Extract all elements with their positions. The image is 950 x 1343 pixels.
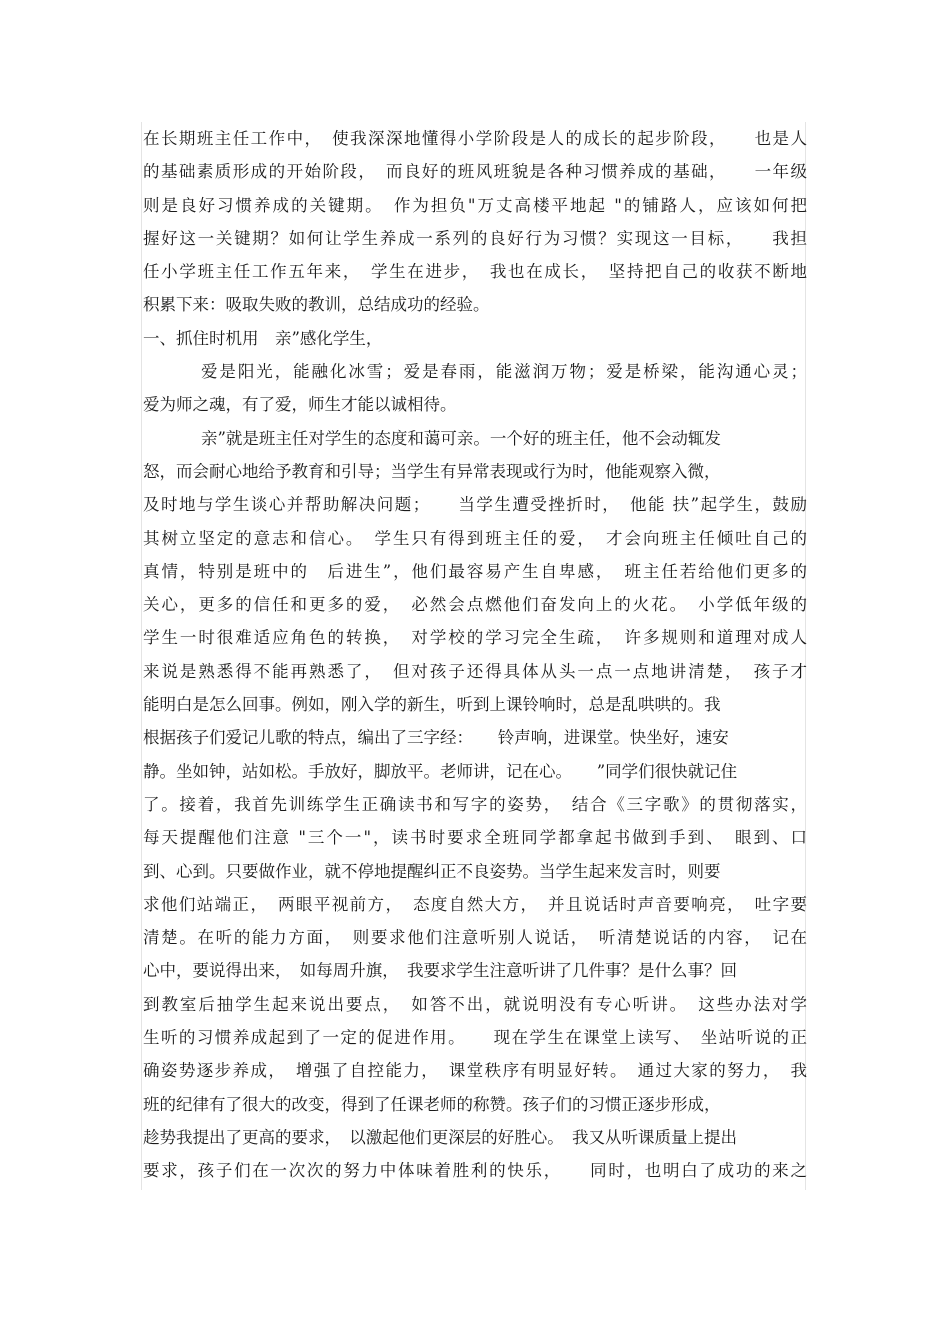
paragraph-line: 积累下来：吸取失败的教训，总结成功的经验。 [143, 295, 490, 315]
paragraph-line: 亲”就是班主任对学生的态度和蔼可亲。一个好的班主任，他不会动辄发 [201, 428, 721, 448]
paragraph-line: 到、心到。只要做作业，就不停地提醒纠正不良姿势。当学生起来发言时，则要 [143, 861, 721, 881]
paragraph-line: 心中，要说得出来， 如每周升旗， 我要求学生注意听讲了几件事？是什么事？回 [143, 961, 737, 981]
paragraph-line: 根据孩子们爱记儿歌的特点，编出了三字经： 铃声响，进课堂。快坐好，速安 [143, 728, 729, 748]
document-body [143, 122, 807, 1188]
paragraph-line: 爱是阳光，能融化冰雪；爱是春雨，能滋润万物；爱是桥梁，能沟通心灵； [201, 362, 807, 382]
paragraph-line: 了。接着，我首先训练学生正确读书和写字的姿势， 结合《三字歌》的贯彻落实， [143, 794, 807, 814]
paragraph-line: 握好这一关键期？如何让学生养成一系列的良好行为习惯？实现这一目标， 我担 [143, 228, 807, 248]
paragraph-line: 真情，特别是班中的 后进生”，他们最容易产生自卑感， 班主任若给他们更多的 [143, 561, 807, 581]
paragraph-line: 每天提醒他们注意 "三个一"，读书时要求全班同学都拿起书做到手到、 眼到、口 [143, 828, 807, 848]
left-margin-line [141, 122, 142, 1190]
paragraph-line: 在长期班主任工作中， 使我深深地懂得小学阶段是人的成长的起步阶段， 也是人 [143, 129, 807, 148]
paragraph-line: 确姿势逐步养成， 增强了自控能力， 课堂秩序有明显好转。 通过大家的努力， 我 [143, 1061, 807, 1081]
paragraph-line: 静。坐如钟，站如松。手放好，脚放平。老师讲，记在心。 ”同学们很快就记住 [143, 761, 738, 781]
paragraph-line: 爱为师之魂，有了爱，师生才能以诚相待。 [143, 395, 457, 415]
paragraph-line: 生听的习惯养成起到了一定的促进作用。 现在学生在课堂上读写、 坐站听说的正 [143, 1028, 807, 1048]
paragraph-line: 则是良好习惯养成的关键期。 作为担负"万丈高楼平地起 "的铺路人，应该如何把 [143, 195, 807, 215]
paragraph-line: 其树立坚定的意志和信心。 学生只有得到班主任的爱， 才会向班主任倾吐自己的 [143, 528, 807, 548]
paragraph-line: 任小学班主任工作五年来， 学生在进步， 我也在成长， 坚持把自己的收获不断地 [143, 262, 807, 282]
paragraph-line: 趁势我提出了更高的要求， 以激起他们更深层的好胜心。 我又从听课质量上提出 [143, 1127, 737, 1147]
paragraph-line: 的基础素质形成的开始阶段， 而良好的班风班貌是各种习惯养成的基础， 一年级 [143, 162, 807, 182]
paragraph-line: 关心，更多的信任和更多的爱， 必然会点燃他们奋发向上的火花。 小学低年级的 [143, 595, 807, 615]
paragraph-line: 怒，而会耐心地给予教育和引导；当学生有异常表现或行为时，他能观察入微， [143, 461, 721, 481]
paragraph-line: 能明白是怎么回事。例如，刚入学的新生，听到上课铃响时，总是乱哄哄的。我 [143, 695, 721, 715]
paragraph-line: 到教室后抽学生起来说出要点， 如答不出，就说明没有专心听讲。 这些办法对学 [143, 994, 807, 1014]
section-heading: 一、抓住时机用 亲”感化学生， [143, 328, 383, 348]
paragraph-line: 及时地与学生谈心并帮助解决问题； 当学生遭受挫折时， 他能 扶”起学生，鼓励 [143, 495, 807, 515]
paragraph-line: 班的纪律有了很大的改变，得到了任课老师的称赞。孩子们的习惯正逐步形成， [143, 1094, 721, 1114]
paragraph-line: 学生一时很难适应角色的转换， 对学校的学习完全生疏， 许多规则和道理对成人 [143, 628, 807, 648]
paragraph-line: 清楚。在听的能力方面， 则要求他们注意听别人说话， 听清楚说话的内容， 记在 [143, 928, 807, 948]
paragraph-line: 要求，孩子们在一次次的努力中体味着胜利的快乐， 同时，也明白了成功的来之 [143, 1161, 807, 1181]
paragraph-line: 来说是熟悉得不能再熟悉了， 但对孩子还得具体从头一点一点地讲清楚， 孩子才 [143, 661, 807, 681]
paragraph-line: 求他们站端正， 两眼平视前方， 态度自然大方， 并且说话时声音要响亮， 吐字要 [143, 894, 807, 914]
